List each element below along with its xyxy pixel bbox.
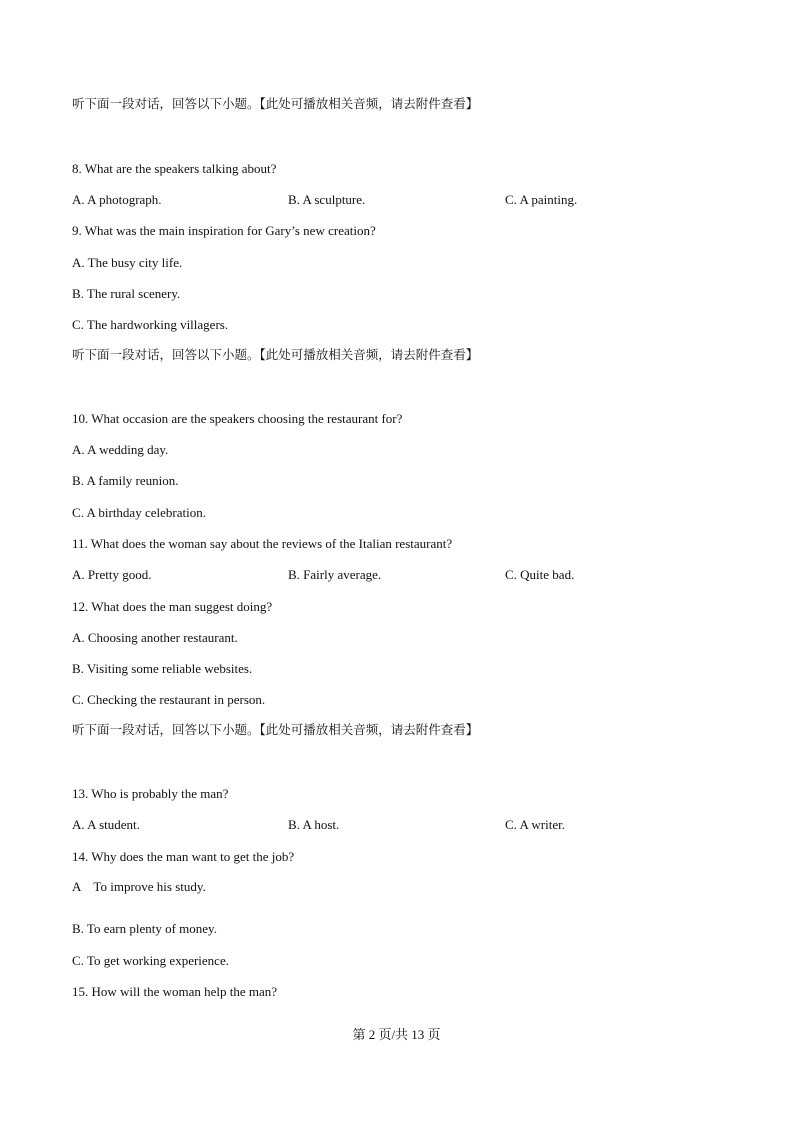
q9-option-b: B. The rural scenery. (72, 286, 181, 301)
listening-instruction: 听下面一段对话，回答以下小题。【此处可播放相关音频，请去附件查看】 (72, 96, 479, 111)
listening-instruction: 听下面一段对话，回答以下小题。【此处可播放相关音频，请去附件查看】 (72, 347, 479, 362)
q10-option-a: A. A wedding day. (72, 442, 169, 457)
question-13: 13. Who is probably the man? (72, 786, 229, 801)
question-8: 8. What are the speakers talking about? (72, 161, 277, 176)
q8-option-c: C. A painting. (505, 192, 578, 207)
question-9: 9. What was the main inspiration for Gary’s new creation? (72, 223, 376, 238)
q12-option-c: C. Checking the restaurant in person. (72, 692, 266, 707)
q12-option-b: B. Visiting some reliable websites. (72, 661, 253, 676)
page-number-footer: 第 2 页/共 13 页 (352, 1027, 441, 1042)
question-11: 11. What does the woman say about the reviews of the Italian restaurant? (72, 536, 453, 551)
q12-option-a: A. Choosing another restaurant. (72, 630, 238, 645)
q11-option-a: A. Pretty good. (72, 567, 152, 582)
q9-option-c: C. The hardworking villagers. (72, 317, 229, 332)
q13-option-a: A. A student. (72, 817, 140, 832)
q8-option-b: B. A sculpture. (288, 192, 366, 207)
q13-option-b: B. A host. (288, 817, 340, 832)
q14-option-b: B. To earn plenty of money. (72, 921, 217, 936)
q10-option-c: C. A birthday celebration. (72, 505, 206, 520)
q13-option-c: C. A writer. (505, 817, 565, 832)
q11-option-b: B. Fairly average. (288, 567, 382, 582)
q10-option-b: B. A family reunion. (72, 473, 179, 488)
q11-option-c: C. Quite bad. (505, 567, 575, 582)
q14-option-c: C. To get working experience. (72, 953, 229, 968)
question-10: 10. What occasion are the speakers choosing the restaurant for? (72, 411, 403, 426)
q14-option-a: A To improve his study. (72, 879, 206, 894)
q9-option-a: A. The busy city life. (72, 255, 183, 270)
q8-option-a: A. A photograph. (72, 192, 162, 207)
question-14: 14. Why does the man want to get the job? (72, 849, 295, 864)
question-12: 12. What does the man suggest doing? (72, 599, 273, 614)
listening-instruction: 听下面一段对话，回答以下小题。【此处可播放相关音频，请去附件查看】 (72, 722, 479, 737)
question-15: 15. How will the woman help the man? (72, 984, 278, 999)
